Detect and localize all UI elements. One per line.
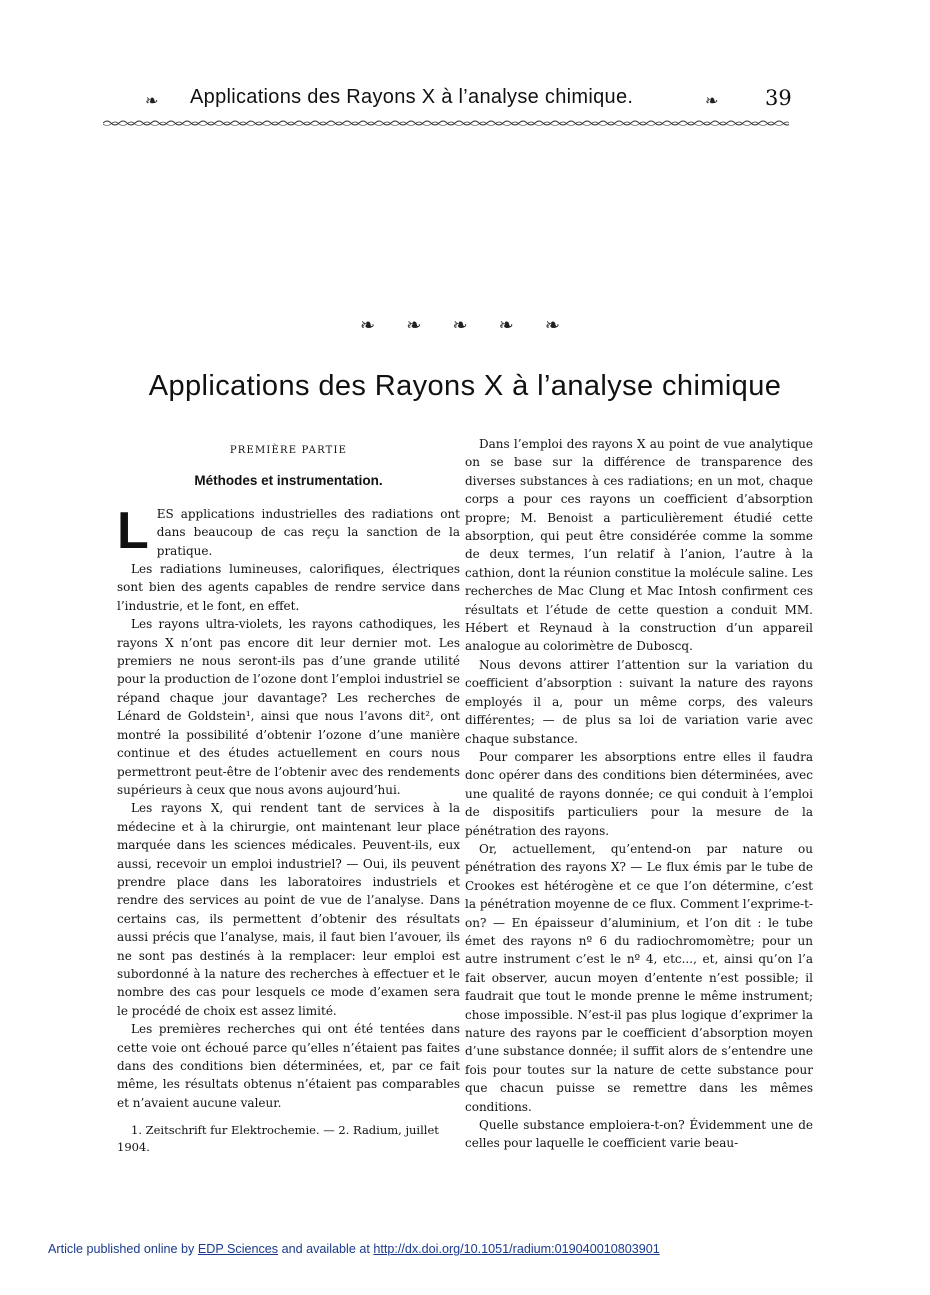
paragraph: Les premières recherches qui ont été tentées dans cette voie ont échoué parce qu’elles n’étaient pas faites dans des conditions bien déterminées, et, par ce fait même, les résultats obtenus n’étaient pas comparables et n’avaient aucune valeur. (117, 1022, 460, 1110)
fleuron-icon: ❧ (360, 315, 376, 336)
left-column (117, 442, 460, 1155)
ornament-left-icon: ❧ (145, 91, 159, 110)
paragraph: Pour comparer les absorptions entre elles il faudra donc opérer dans des conditions bien déterminées, avec une qualité de rayons donnée; ce qui conduit à l’emploi de dispositifs particuliers pour la mesure de la pénétration des rayons. (465, 749, 813, 838)
page-number: 39 (765, 86, 792, 110)
fleuron-icon: ❧ (544, 315, 560, 336)
drop-cap: L (117, 501, 149, 560)
running-head (140, 86, 800, 116)
wavy-rule (103, 118, 789, 128)
publisher-link[interactable]: EDP Sciences (197, 1242, 279, 1256)
doi-link[interactable]: http://dx.doi.org/10.1051/radium:019040010803901 (373, 1242, 660, 1256)
footer-middle: and available at (278, 1242, 374, 1256)
article-title: Applications des Rayons X à l’analyse chimique (148, 370, 782, 402)
ornament-right-icon: ❧ (705, 91, 719, 110)
paragraph: Or, actuellement, qu’entend-on par nature ou pénétration des rayons X? — Le flux émis par le tube de Crookes est hétérogène et ce que l’on détermine, c’est la pénétration moyenne de ce flux. Comment l’exprime-t-on? — En épaisseur d’aluminium, et l’on dit : le tube émet des rayons nº 6 du radiochromomètre; pour un autre instrument c’est le nº 4, etc..., et, ainsi qu’on l’a fait observer, aucun moyen d’entente n’est possible; il faudrait que tout le monde prenne le même instrument; chose impossible. N’est-il pas plus logique d’exprimer la nature des rayons par le coefficient d’absorption moyen d’une substance donnée; il suffit alors de s’entendre une fois pour toutes sur la nature de cette substance pour que chacun puisse se remettre dans les mêmes conditions. (465, 841, 813, 1114)
paragraph: Quelle substance emploiera-t-on? Évidemment une de celles pour laquelle le coefficient varie beau- (465, 1118, 813, 1151)
fleuron-icon: ❧ (452, 315, 468, 336)
footnote: 1. Zeitschrift fur Elektrochemie. — 2. Radium, juillet 1904. (117, 1123, 439, 1154)
publication-footer (48, 1242, 660, 1256)
footer-prefix: Article published online by (48, 1242, 198, 1256)
section-heading: Méthodes et instrumentation. (194, 473, 383, 489)
right-column (465, 435, 813, 1153)
part-heading: PREMIÈRE PARTIE (229, 445, 348, 456)
paragraph: Dans l’emploi des rayons X au point de vue analytique on se base sur la différence de transparence des diverses substances à ces radiations; en un mot, chaque corps a pour ces rayons un coefficient d’absorption propre; M. Benoist a particulièrement étudié cette absorption, qui peut être considérée comme la somme de deux termes, l’un relatif à l’anion, l’autre à la cathion, dont la réunion constitue la molécule saline. Les recherches de Mac Clung et Mac Intosh confirment ces résultats et l’étude de cette question a conduit MM. Hébert et Reynaud à la construction d’un appareil analogue au colorimètre de Duboscq. (465, 437, 814, 654)
paragraph: Nous devons attirer l’attention sur la variation du coefficient d’absorption : suivant la nature des rayons employés il a, pour un même corps, des valeurs différentes; — de plus sa loi de variation varie avec chaque substance. (465, 657, 813, 746)
fleuron-icon: ❧ (406, 315, 422, 336)
fleuron-icon: ❧ (498, 315, 514, 336)
paragraph: Les rayons X, qui rendent tant de services à la médecine et à la chirurgie, ont maintenant leur place marquée dans les sciences médicales. Peuvent-ils, eux aussi, recevoir un emploi industriel? — Oui, ils peuvent prendre place dans les laboratoires industriels et rendre des services au point de vue de l’analyse. Dans certains cas, ils permettent d’obtenir des résultats aussi précis que l’analyse, mais, il faut bien l’avouer, ils ne sont pas destinés à la remplacer: leur emploi est subordonné à la nature des recherches à effectuer et le nombre des cas pour lesquels ce mode d’examen sera le procédé de choix est assez limité. (117, 801, 460, 1018)
paragraph: LES applications industrielles des radiations ont dans beaucoup de cas reçu la sanction de la pratique. (117, 501, 460, 560)
running-title: Applications des Rayons X à l’analyse chimique. (190, 86, 634, 108)
paragraph: Les rayons ultra-violets, les rayons cathodiques, les rayons X n’ont pas encore dit leur dernier mot. Les premiers ne nous seront-ils pas d’une grande utilité pour la production de l’ozone dont l’emploi industriel se répand chaque jour davantage? Les recherches de Lénard de Goldstein¹, ainsi que nous l’avons dit², ont montré la possibilité d’obtenir l’ozone d’une manière continue et des études actuellement en cours nous permettront peut-être de l’obtenir avec des rendements supérieurs à ceux que nous avons aujourd’hui. (117, 617, 460, 797)
paragraph: Les radiations lumineuses, calorifiques, électriques sont bien des agents capables de rendre service dans l’industrie, et le font, en effet. (117, 562, 460, 613)
fleuron-row (360, 315, 560, 339)
